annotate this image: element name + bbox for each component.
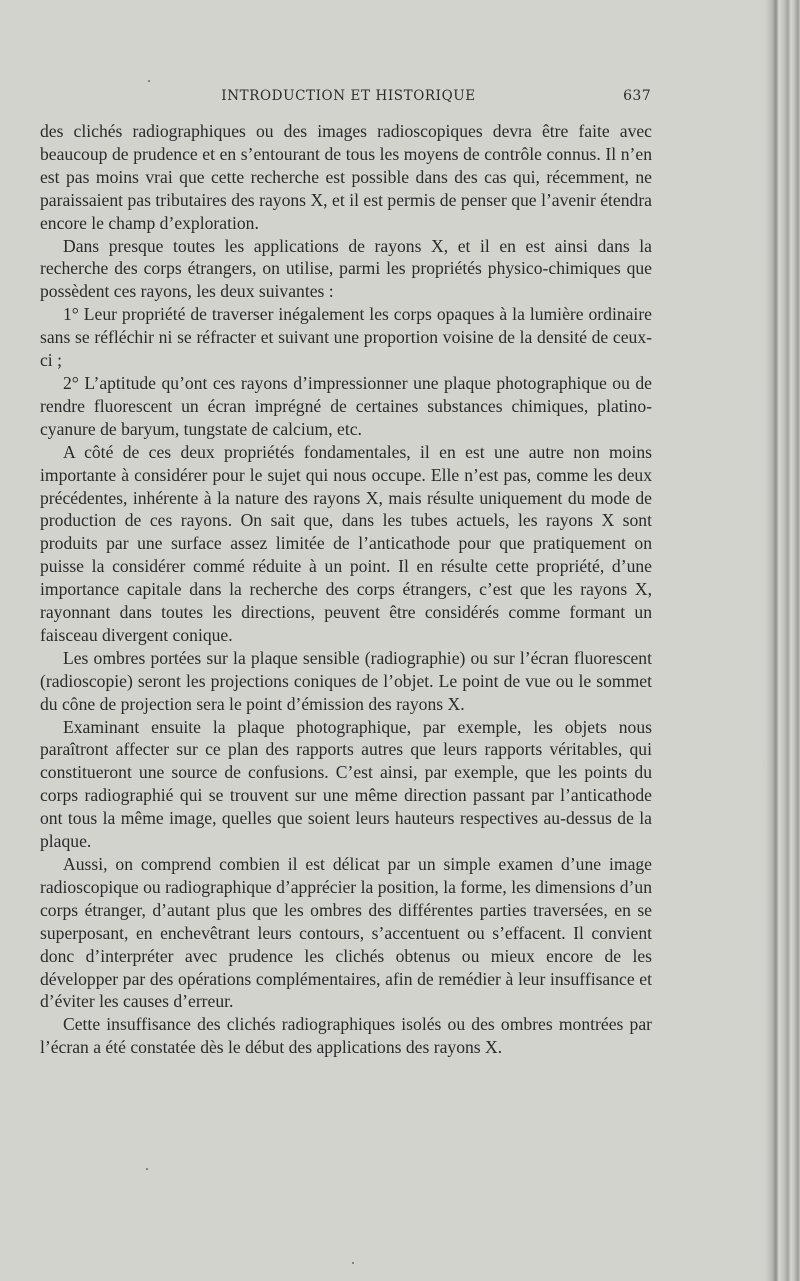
running-title: INTRODUCTION ET HISTORIQUE [221, 88, 476, 104]
paragraph: Aussi, on comprend combien il est délicat par un simple examen d’une image radioscopique ou radiographique d’apprécier la position, la forme, les dimensions d’un corps étranger, d’autant plus que les ombres des différentes parties traversées, en se superposant, en enchevêtrant leurs contours, s’accentuent ou s’effacent. Il convient donc d’interpréter avec prudence les clichés obtenus ou mieux encore de les développer par des opérations complémentaires, afin de remédier à leur insuffisance et d’éviter les causes d’erreur. [40, 854, 652, 1012]
paper-speck [148, 80, 150, 82]
book-spine-edge [760, 0, 800, 1281]
paper-speck [146, 1168, 148, 1170]
paragraph: Les ombres portées sur la plaque sensible (radiographie) ou sur l’écran fluorescent (radioscopie) seront les projections coniques de l’objet. Le point de vue ou le sommet du cône de projection sera le point d’émission des rayons X. [40, 647, 652, 714]
paragraph: des clichés radiographiques ou des images radioscopiques devra être faite avec beaucoup de prudence et en s’entourant de tous les moyens de contrôle connus. Il n’en est pas moins vrai que cette recherche est possible dans des cas qui, récemment, ne paraissaient pas tributaires des rayons X, et il est permis de penser que l’avenir étendra encore le champ d’exploration. [40, 121, 652, 233]
paragraph: A côté de ces deux propriétés fondamentales, il en est une autre non moins importante à considérer pour le sujet qui nous occupe. Elle n’est pas, comme les deux précédentes, inhérente à la nature des rayons X, mais résulte uniquement du mode de production de ces rayons. On sait que, dans les tubes actuels, les rayons X sont produits par une surface assez limitée de l’anticathode pour que pratiquement on puisse la considérer commé réduite à un point. Il en résulte cette propriété, d’une importance capitale dans la recherche des corps étrangers, c’est que les rayons X, rayonnant dans toutes les directions, peuvent être considérés comme formant un faisceau divergent conique. [40, 441, 652, 645]
paragraph: Examinant ensuite la plaque photographique, par exemple, les objets nous paraîtront affecter sur ce plan des rapports autres que leurs rapports véritables, qui constitueront une source de confusions. C’est ainsi, par exemple, que les points du corps radiographié qui se trouvent sur une même direction passant par l’anticathode ont tous la même image, quelles que soient leurs hauteurs respectives au-dessus de la plaque. [40, 716, 652, 852]
paper-speck [352, 1262, 354, 1264]
paragraph: Cette insuffisance des clichés radiographiques isolés ou des ombres montrées par l’écran a été constatée dès le début des applications des rayons X. [40, 1014, 652, 1058]
page-number: 637 [623, 88, 651, 104]
paragraph: Dans presque toutes les applications de rayons X, et il en est ainsi dans la recherche des corps étrangers, on utilise, parmi les propriétés physico-chimiques que possèdent ces rayons, les deux suivantes : [40, 235, 652, 302]
body-text [40, 120, 652, 1059]
running-header [46, 88, 651, 108]
paragraph: 2° L’aptitude qu’ont ces rayons d’impressionner une plaque photographique ou de rendre fluorescent un écran imprégné de certaines substances chimiques, platino-cyanure de baryum, tungstate de calcium, etc. [40, 372, 652, 439]
paragraph: 1° Leur propriété de traverser inégalement les corps opaques à la lumière ordinaire sans se réfléchir ni se réfracter et suivant une proportion voisine de la densité de ceux-ci ; [40, 304, 652, 371]
